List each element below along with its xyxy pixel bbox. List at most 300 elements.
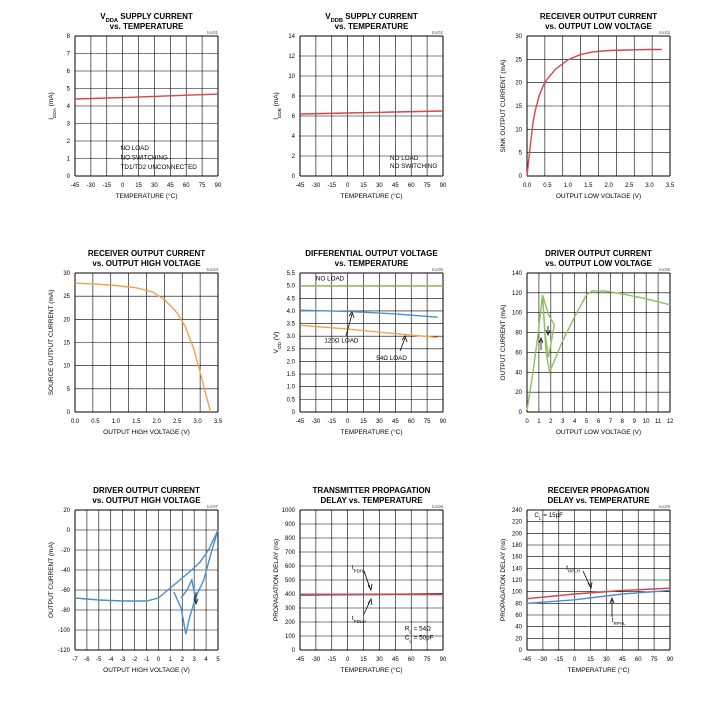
x-axis-label: TEMPERATURE (°C) bbox=[567, 667, 630, 674]
chart-toc08 bbox=[273, 486, 447, 674]
chart-title-line-part: TRANSMITTER PROPAGATION bbox=[312, 486, 431, 495]
y-tick-label: 40 bbox=[515, 624, 522, 631]
chart-tag: toc02 bbox=[431, 30, 443, 35]
chart-title-line-part: DDB bbox=[330, 18, 344, 24]
chart-tag: toc04 bbox=[206, 267, 218, 272]
y-axis-label-part: I bbox=[48, 117, 55, 120]
y-tick-label: 300 bbox=[284, 606, 295, 612]
annotation-part: t bbox=[611, 617, 614, 624]
annotation-part: t bbox=[351, 614, 354, 622]
y-tick-label: 2 bbox=[66, 139, 70, 145]
chart-title-line bbox=[547, 496, 650, 505]
y-tick-label: -20 bbox=[61, 548, 70, 554]
y-axis-label-part: I bbox=[273, 117, 280, 120]
y-tick-label: 80 bbox=[515, 601, 522, 608]
chart-tag: toc06 bbox=[658, 267, 670, 272]
y-tick-label: 5.0 bbox=[286, 283, 295, 290]
x-axis-label: TEMPERATURE (°C) bbox=[340, 667, 403, 674]
x-tick-label: 60 bbox=[407, 419, 415, 425]
x-tick-label: 90 bbox=[439, 657, 447, 663]
y-tick-label: 100 bbox=[511, 589, 522, 596]
y-tick-label: 6 bbox=[66, 69, 70, 75]
x-tick-label: 3.0 bbox=[193, 419, 202, 425]
y-tick-label: 15 bbox=[515, 104, 522, 110]
chart-toc01 bbox=[48, 12, 222, 200]
annotation: 120Ω LOAD bbox=[324, 337, 359, 345]
x-tick-label: 2.0 bbox=[152, 419, 161, 425]
chart-tag: toc03 bbox=[658, 30, 670, 35]
y-tick-label: 60 bbox=[515, 613, 522, 619]
y-tick-label: 0 bbox=[66, 410, 70, 416]
y-tick-label: 5 bbox=[518, 150, 522, 157]
y-axis-label bbox=[500, 539, 507, 621]
y-tick-label: 100 bbox=[511, 310, 522, 317]
annotation-part: C bbox=[404, 634, 410, 642]
series-line bbox=[527, 50, 662, 177]
series-line bbox=[75, 94, 218, 99]
y-tick-label: 2.5 bbox=[286, 346, 295, 353]
x-tick-label: 0.0 bbox=[522, 183, 532, 189]
y-tick-label: 200 bbox=[284, 620, 295, 626]
series-line bbox=[543, 295, 555, 358]
y-tick-label: 10 bbox=[515, 127, 522, 134]
y-tick-label: -40 bbox=[61, 568, 70, 574]
y-axis-label-part: (V) bbox=[273, 331, 280, 343]
x-tick-label: -30 bbox=[311, 419, 321, 425]
x-tick-label: 90 bbox=[439, 183, 447, 189]
y-tick-label: 200 bbox=[511, 531, 522, 538]
x-tick-label: 15 bbox=[135, 183, 142, 189]
x-tick-label: 0 bbox=[156, 657, 161, 663]
x-axis-label: OUTPUT LOW VOLTAGE (V) bbox=[555, 193, 642, 200]
annotation-part: L bbox=[409, 628, 412, 634]
x-tick-label: 45 bbox=[166, 183, 174, 189]
chart-title-line-part: V bbox=[100, 12, 106, 21]
x-tick-label: 75 bbox=[423, 657, 431, 663]
annotation: NO LOAD bbox=[120, 144, 149, 152]
chart-title-line-part: DELAY vs. TEMPERATURE bbox=[320, 496, 423, 505]
chart-title-line-part: DIFFERENTIAL OUTPUT VOLTAGE bbox=[305, 249, 438, 258]
x-tick-label: -15 bbox=[327, 419, 337, 425]
y-tick-label: 1 bbox=[66, 156, 70, 163]
y-axis-label-part: OD bbox=[276, 342, 282, 350]
x-tick-label: 2 bbox=[549, 419, 553, 425]
x-tick-label: 0.0 bbox=[70, 419, 80, 425]
y-tick-label: 6 bbox=[291, 114, 295, 120]
y-tick-label: 0 bbox=[518, 174, 522, 180]
chart-title-line-part: RECEIVER OUTPUT CURRENT bbox=[539, 12, 658, 21]
y-tick-label: 20 bbox=[515, 390, 522, 397]
series-line bbox=[300, 310, 438, 317]
x-tick-label: 3 bbox=[561, 419, 565, 425]
y-axis-label-part: OUTPUT CURRENT (mA) bbox=[500, 304, 507, 381]
chart-title-line-part: V bbox=[325, 12, 331, 21]
x-tick-label: 1.5 bbox=[132, 419, 141, 425]
y-tick-label: 25 bbox=[515, 57, 522, 64]
x-tick-label: 90 bbox=[439, 419, 447, 425]
x-tick-label: 90 bbox=[666, 657, 674, 663]
chart-title-line bbox=[335, 259, 409, 268]
x-tick-label: 75 bbox=[650, 657, 658, 663]
y-tick-label: 14 bbox=[288, 34, 295, 40]
annotation bbox=[612, 617, 626, 626]
y-tick-label: 80 bbox=[515, 330, 522, 337]
y-tick-label: 20 bbox=[63, 317, 70, 324]
x-axis-label: TEMPERATURE (°C) bbox=[340, 429, 403, 436]
chart-title-line-part: SUPPLY CURRENT bbox=[118, 12, 193, 21]
x-tick-label: 15 bbox=[360, 419, 367, 425]
chart-tag: toc09 bbox=[658, 504, 670, 509]
y-axis-label-part: DDA bbox=[51, 108, 57, 118]
y-tick-label: 12 bbox=[288, 54, 295, 60]
arrow-line bbox=[583, 571, 590, 586]
y-tick-label: 3.5 bbox=[286, 321, 295, 328]
x-tick-label: -30 bbox=[86, 183, 96, 189]
x-tick-label: 60 bbox=[634, 657, 642, 663]
y-tick-label: 3.0 bbox=[286, 334, 295, 341]
x-tick-label: 45 bbox=[391, 419, 399, 425]
chart-title-line bbox=[305, 249, 438, 258]
x-tick-label: 0 bbox=[572, 657, 577, 663]
annotation: NO SWITCHING bbox=[120, 154, 168, 162]
annotation-part: = 54Ω bbox=[411, 625, 431, 633]
annotation-part: PDLH bbox=[353, 618, 366, 624]
x-tick-label: 75 bbox=[423, 419, 431, 425]
x-tick-label: 3.0 bbox=[645, 183, 654, 189]
annotation-part: PDHL bbox=[353, 568, 366, 573]
x-tick-label: 4 bbox=[204, 657, 208, 663]
y-axis-label bbox=[273, 92, 282, 120]
x-tick-label: -15 bbox=[327, 657, 337, 663]
chart-title-line-part: DRIVER OUTPUT CURRENT bbox=[545, 249, 652, 258]
x-tick-label: 0 bbox=[525, 419, 529, 425]
y-tick-label: 4 bbox=[291, 134, 295, 140]
x-tick-label: -6 bbox=[84, 657, 90, 663]
y-tick-label: 20 bbox=[515, 80, 522, 87]
chart-toc04 bbox=[48, 249, 223, 436]
y-axis-label bbox=[500, 60, 507, 153]
y-tick-label: 140 bbox=[511, 566, 522, 573]
x-tick-label: 6 bbox=[596, 419, 601, 425]
y-tick-label: 0.5 bbox=[286, 397, 295, 404]
annotation bbox=[405, 635, 434, 644]
y-tick-label: 3 bbox=[66, 121, 70, 128]
x-tick-label: 0.5 bbox=[543, 183, 552, 189]
y-axis-label bbox=[48, 290, 55, 396]
x-axis-label: TEMPERATURE (°C) bbox=[115, 193, 178, 200]
y-tick-label: 600 bbox=[284, 564, 295, 570]
chart-title-line-part: vs. OUTPUT LOW VOLTAGE bbox=[545, 259, 652, 268]
x-tick-label: -15 bbox=[554, 657, 564, 663]
x-tick-label: 15 bbox=[360, 183, 367, 189]
y-tick-label: 5 bbox=[66, 386, 70, 393]
x-tick-label: 3.5 bbox=[213, 419, 223, 425]
series-line bbox=[75, 283, 211, 412]
y-tick-label: 15 bbox=[63, 340, 70, 347]
annotation-part: R bbox=[404, 625, 410, 633]
chart-title-line-part: DRIVER OUTPUT CURRENT bbox=[93, 486, 200, 495]
chart-title-line-part: RECEIVER PROPAGATION bbox=[547, 486, 650, 495]
annotation: TD1/TD2 UNCONNECTED bbox=[120, 164, 197, 171]
y-tick-label: 0 bbox=[291, 174, 295, 180]
x-tick-label: 30 bbox=[376, 657, 383, 663]
y-tick-label: 120 bbox=[511, 578, 522, 584]
chart-title-line-part: vs. TEMPERATURE bbox=[109, 22, 184, 31]
x-axis-label: OUTPUT LOW VOLTAGE (V) bbox=[555, 429, 642, 436]
chart-title-line bbox=[92, 259, 201, 268]
y-axis-label bbox=[500, 305, 507, 381]
chart-title-line-part: vs. TEMPERATURE bbox=[334, 259, 409, 268]
x-tick-label: 75 bbox=[198, 183, 206, 189]
y-tick-label: 0 bbox=[518, 410, 522, 416]
y-tick-label: -60 bbox=[61, 588, 70, 594]
x-tick-label: 30 bbox=[151, 183, 158, 189]
y-tick-label: -80 bbox=[61, 608, 70, 614]
annotation-part: RPLH bbox=[567, 568, 580, 573]
y-tick-label: 240 bbox=[511, 508, 522, 514]
x-tick-label: -2 bbox=[131, 657, 138, 663]
x-tick-label: 60 bbox=[182, 183, 190, 189]
x-tick-label: 1.0 bbox=[111, 419, 121, 425]
x-tick-label: 30 bbox=[376, 419, 383, 425]
y-tick-label: 400 bbox=[284, 592, 295, 598]
y-tick-label: 120 bbox=[511, 290, 522, 297]
x-tick-label: 10 bbox=[642, 419, 650, 425]
y-axis-label-part: (mA) bbox=[273, 92, 280, 109]
chart-title-line bbox=[92, 496, 201, 505]
x-tick-label: -45 bbox=[522, 657, 532, 663]
x-tick-label: 2 bbox=[180, 657, 184, 663]
y-tick-label: 2 bbox=[291, 154, 295, 160]
x-tick-label: 75 bbox=[423, 183, 431, 189]
x-tick-label: 1 bbox=[537, 419, 541, 425]
y-axis-label-part: OUTPUT CURRENT (mA) bbox=[48, 542, 55, 618]
x-tick-label: 0 bbox=[345, 419, 350, 425]
y-axis-label bbox=[273, 332, 282, 354]
y-tick-label: 10 bbox=[63, 363, 70, 370]
y-tick-label: 20 bbox=[63, 508, 70, 514]
chart-tag: toc07 bbox=[206, 504, 218, 509]
x-tick-label: 1.0 bbox=[563, 183, 573, 189]
x-tick-label: -7 bbox=[72, 657, 78, 663]
y-tick-label: 500 bbox=[284, 578, 295, 584]
chart-toc07 bbox=[48, 486, 220, 674]
chart-title-line bbox=[320, 496, 423, 505]
chart-title-line bbox=[545, 22, 652, 31]
y-tick-label: 40 bbox=[515, 370, 522, 377]
y-tick-label: -120 bbox=[57, 648, 70, 654]
chart-title-line bbox=[540, 12, 657, 21]
chart-title-line-part: vs. OUTPUT LOW VOLTAGE bbox=[545, 22, 652, 31]
annotation: 54Ω LOAD bbox=[376, 355, 407, 363]
annotation-part: RPHL bbox=[613, 620, 626, 626]
x-tick-label: 45 bbox=[391, 657, 399, 663]
x-tick-label: -5 bbox=[96, 657, 102, 663]
x-tick-label: 90 bbox=[214, 183, 222, 189]
x-tick-label: 0.5 bbox=[91, 419, 100, 425]
chart-title-line bbox=[93, 486, 200, 495]
y-tick-label: 0 bbox=[291, 410, 295, 416]
annotation: NO LOAD bbox=[390, 155, 419, 162]
y-tick-label: 220 bbox=[511, 519, 522, 526]
x-tick-label: 9 bbox=[632, 419, 636, 425]
series-line bbox=[300, 111, 443, 114]
x-tick-label: 60 bbox=[407, 183, 415, 189]
annotation: NO SWITCHING bbox=[390, 163, 438, 170]
y-tick-label: 180 bbox=[511, 543, 522, 549]
chart-title-line bbox=[335, 22, 409, 31]
x-axis-label: OUTPUT HIGH VOLTAGE (V) bbox=[103, 667, 190, 674]
x-tick-label: 2.5 bbox=[624, 183, 634, 189]
chart-title-line bbox=[545, 259, 652, 268]
x-tick-label: -45 bbox=[295, 183, 305, 189]
x-tick-label: 0 bbox=[345, 183, 350, 189]
y-tick-label: 1000 bbox=[281, 508, 295, 514]
chart-toc02 bbox=[273, 12, 447, 200]
x-tick-label: -30 bbox=[311, 183, 321, 189]
x-tick-label: 1 bbox=[168, 657, 173, 663]
x-tick-label: 15 bbox=[587, 657, 594, 663]
chart-title-line-part: vs. TEMPERATURE bbox=[334, 22, 409, 31]
annotation-part: t bbox=[351, 564, 354, 572]
annotation-part: L bbox=[409, 638, 412, 643]
y-tick-label: 60 bbox=[515, 350, 522, 357]
y-tick-label: 140 bbox=[511, 271, 522, 277]
x-tick-label: 45 bbox=[391, 183, 399, 189]
series-line bbox=[174, 580, 196, 634]
x-tick-label: -30 bbox=[538, 657, 548, 663]
arrow-line bbox=[364, 601, 370, 614]
y-axis-label-part: V bbox=[273, 349, 280, 354]
chart-tag: toc01 bbox=[206, 30, 218, 35]
x-tick-label: -45 bbox=[70, 183, 80, 189]
chart-tag: toc05 bbox=[431, 267, 443, 272]
y-tick-label: 160 bbox=[511, 554, 522, 561]
arrow-line bbox=[364, 571, 370, 588]
y-tick-label: 1.5 bbox=[286, 372, 295, 379]
y-axis-label-part: SINK OUTPUT CURRENT (mA) bbox=[500, 59, 507, 153]
y-tick-label: 10 bbox=[288, 74, 295, 80]
annotation-part: C bbox=[534, 512, 539, 519]
y-tick-label: 100 bbox=[284, 634, 295, 640]
x-tick-label: -3 bbox=[119, 657, 126, 663]
x-tick-label: 7 bbox=[608, 419, 613, 425]
y-tick-label: 900 bbox=[284, 522, 295, 528]
y-tick-label: 20 bbox=[515, 636, 522, 643]
y-tick-label: 7 bbox=[66, 51, 70, 58]
y-tick-label: 4 bbox=[66, 104, 70, 110]
x-tick-label: 2.5 bbox=[172, 419, 182, 425]
y-axis-label-part: PROPAGATION DELAY (ns) bbox=[500, 538, 507, 622]
chart-toc05 bbox=[273, 249, 447, 436]
y-tick-label: 4.0 bbox=[286, 308, 295, 315]
annotation-part: L bbox=[538, 515, 542, 521]
x-tick-label: 3.5 bbox=[665, 183, 675, 189]
x-tick-label: -45 bbox=[295, 419, 305, 425]
x-tick-label: 5 bbox=[584, 419, 589, 425]
y-tick-label: 1.0 bbox=[286, 384, 295, 391]
x-tick-label: 12 bbox=[666, 419, 674, 425]
annotation-part: = 50pF bbox=[411, 634, 434, 642]
y-axis-label-part: (mA) bbox=[48, 92, 55, 109]
x-tick-label: -1 bbox=[143, 657, 150, 663]
x-tick-label: 3 bbox=[192, 657, 196, 663]
y-tick-label: 800 bbox=[284, 536, 295, 542]
chart-title-line-part: vs. OUTPUT HIGH VOLTAGE bbox=[92, 496, 201, 505]
chart-toc06 bbox=[500, 249, 674, 436]
x-tick-label: -15 bbox=[102, 183, 112, 189]
annotation-part: = 15pF bbox=[541, 512, 564, 519]
chart-title-line bbox=[548, 486, 650, 495]
x-tick-label: -15 bbox=[327, 183, 337, 189]
x-tick-label: 45 bbox=[618, 657, 626, 663]
x-tick-label: -4 bbox=[108, 657, 114, 663]
y-axis-label-part: DDB bbox=[276, 108, 282, 118]
y-tick-label: 0 bbox=[66, 528, 70, 534]
y-tick-label: 0 bbox=[66, 174, 70, 180]
chart-title-line bbox=[110, 22, 184, 31]
x-tick-label: 4 bbox=[572, 419, 577, 425]
y-tick-label: 2.0 bbox=[286, 359, 295, 366]
y-axis-label bbox=[48, 542, 55, 618]
y-axis-label bbox=[273, 539, 280, 621]
arrow-line bbox=[346, 314, 352, 336]
x-tick-label: 2.0 bbox=[604, 183, 613, 189]
y-tick-label: 30 bbox=[63, 271, 70, 277]
chart-title-line bbox=[545, 249, 652, 258]
chart-title-line-part: DELAY vs. TEMPERATURE bbox=[547, 496, 650, 505]
y-tick-label: 0 bbox=[291, 648, 295, 654]
x-tick-label: -30 bbox=[311, 657, 321, 663]
y-tick-label: 8 bbox=[291, 94, 295, 100]
x-tick-label: 30 bbox=[376, 183, 383, 189]
x-tick-label: 0 bbox=[120, 183, 125, 189]
y-tick-label: 5.5 bbox=[286, 271, 295, 277]
x-tick-label: 8 bbox=[620, 419, 625, 425]
y-tick-label: 25 bbox=[63, 294, 70, 301]
y-axis-label-part: SOURCE OUTPUT CURRENT (mA) bbox=[48, 289, 55, 396]
chart-title-line-part: RECEIVER OUTPUT CURRENT bbox=[87, 249, 206, 258]
x-tick-label: 5 bbox=[216, 657, 220, 663]
x-tick-label: 0 bbox=[345, 657, 350, 663]
y-tick-label: -100 bbox=[57, 628, 70, 634]
chart-title-line-part: DDA bbox=[105, 18, 119, 24]
chart-title-line-part: SUPPLY CURRENT bbox=[343, 12, 418, 21]
y-tick-label: 700 bbox=[284, 550, 295, 556]
x-tick-label: -45 bbox=[295, 657, 305, 663]
y-axis-label-part: PROPAGATION DELAY (ns) bbox=[273, 538, 280, 622]
annotation-part: t bbox=[566, 564, 568, 572]
annotation: NO LOAD bbox=[315, 275, 345, 283]
x-tick-label: 30 bbox=[603, 657, 610, 663]
series-line bbox=[300, 325, 438, 337]
x-tick-label: 15 bbox=[360, 657, 367, 663]
x-axis-label: TEMPERATURE (°C) bbox=[340, 193, 403, 200]
y-tick-label: 4.5 bbox=[286, 296, 295, 303]
y-tick-label: 5 bbox=[66, 86, 70, 93]
x-tick-label: 1.5 bbox=[584, 183, 593, 189]
chart-toc03 bbox=[500, 12, 675, 200]
y-tick-label: 8 bbox=[66, 34, 70, 40]
chart-title-line bbox=[88, 249, 205, 258]
chart-tag: toc08 bbox=[431, 504, 443, 509]
y-axis-label bbox=[48, 92, 57, 120]
y-tick-label: 30 bbox=[515, 34, 522, 40]
chart-title-line bbox=[313, 486, 431, 495]
chart-title-line-part: vs. OUTPUT HIGH VOLTAGE bbox=[92, 259, 201, 268]
annotation bbox=[566, 565, 580, 574]
y-tick-label: 0 bbox=[518, 648, 522, 654]
